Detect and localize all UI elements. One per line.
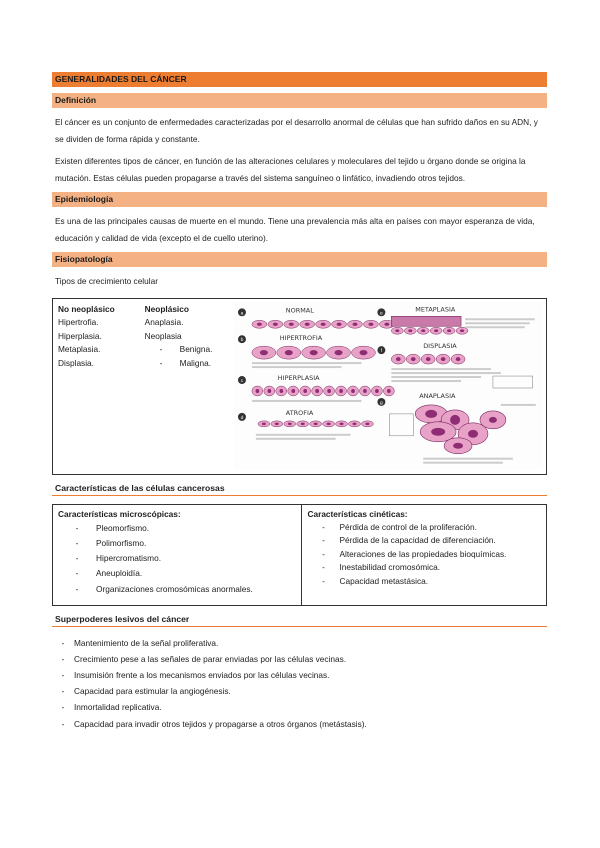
cell-row [252,320,394,328]
cell-nucleus [268,388,272,392]
caption-line [392,376,482,378]
list-item: Hiperplasia. [58,330,102,341]
list-item [58,536,301,551]
cell-nucleus [363,388,367,392]
cell-nucleus [385,322,390,325]
list-item: Displasia. [58,357,94,368]
caption-line [465,326,525,328]
cell-nucleus [275,422,279,424]
section-heading-epidemiologia: Epidemiología [52,192,547,207]
dash-mark: - [61,653,65,664]
document-title: GENERALIDADES DEL CÁNCER [52,72,547,87]
list-item-text: Capacidad para estimular la angiogénesis. [74,686,231,697]
cell-nucleus [456,357,461,361]
list-item [58,521,301,536]
caption-line [501,403,536,405]
list-item [58,551,301,566]
caracteristicas-heading: Características de las células cancerosas [52,481,547,496]
cell-nucleus [460,329,464,332]
dash-mark: - [322,521,325,532]
caption-line [392,380,462,382]
list-item-text: Insumisión frente a los mecanismos enviados por las células vecinas. [74,669,330,680]
cell-nucleus [280,388,284,392]
cell-nucleus [262,422,266,424]
caption-line [256,437,336,439]
cell-nucleus [396,357,401,361]
list-item-text: Mantenimiento de la señal proliferativa. [74,637,219,648]
caption-line [252,399,362,401]
caption-line [256,433,351,435]
caption-line [392,372,502,374]
cell-nucleus [260,350,268,355]
list-item: Metaplasia. [58,344,101,354]
cell-nucleus [340,422,344,424]
list-item [307,534,546,548]
row-hiperplasia [238,374,394,402]
cell-nucleus [321,322,326,325]
cell-nucleus [353,422,357,424]
cell-nucleus [387,388,391,392]
caption-line [252,362,362,364]
cell-nucleus [351,388,355,392]
figure-label-hipertrofia: HIPERTROFIA [280,333,323,342]
caption-box [390,413,414,435]
caption-line [465,318,535,320]
caracteristicas-microscopicas [53,505,301,605]
microscopicas-heading: Características microscópicas: [58,508,181,519]
list-item-text: Polimorfismo. [96,537,147,548]
dash-mark: - [61,718,65,729]
dash-mark: - [159,357,163,368]
list-item-text: Alteraciones de las propiedades bioquímicas. [339,548,507,559]
cell-nucleus [441,357,446,361]
cell-nucleus [434,329,438,332]
definicion-paragraph-2: Existen diferentes tipos de cáncer, en función de las alteraciones celulares y moleculares del tejido u órgano donde se origina la mutación. Estas células pueden propagarse a través del sistema sanguíneo o linfático, invadiendo otros tejidos. [55,156,526,183]
list-item [307,561,546,575]
list-item [307,575,546,589]
row-hipertrofia [238,334,375,368]
dash-mark: - [61,669,65,680]
dash-mark: - [159,344,163,354]
caption-line [423,457,513,459]
cell-row [392,354,466,364]
dash-mark: - [75,537,79,548]
figure-letter: d [240,415,244,421]
dash-mark: - [75,568,79,579]
cell-nucleus [257,322,262,325]
dash-mark: - [75,553,79,564]
list-item [52,716,547,732]
epidemiologia-paragraph: Es una de las principales causas de muerte en el mundo. Tiene una prevalencia más alta en países con mayor esperanza de vida, educación y calidad de vida (excepto el de cuello uterino). [55,216,535,243]
dash-mark: - [322,575,325,586]
cell-nucleus [422,329,426,332]
list-item-text: Pérdida de la capacidad de diferenciación. [339,535,496,545]
cell-nucleus [366,422,370,424]
list-item-text: Crecimiento pese a las señales de parar enviadas por las células vecinas. [74,653,347,664]
list-item [52,651,547,667]
cell-nucleus [328,388,332,392]
cell-nucleus [289,322,294,325]
neoplasico-heading: Neoplásico [144,303,189,314]
row-normal [238,306,394,328]
caracteristicas-cineticas [301,505,546,605]
cell-nucleus [327,422,331,424]
list-item: Hipertrofia. [58,317,99,327]
list-item-text: Pérdida de control de la proliferación. [339,521,477,532]
cell-row [252,346,375,359]
list-item-text: Organizaciones cromosómicas anormales. [96,583,253,594]
cell-nucleus [375,388,379,392]
cell-nucleus [396,329,400,332]
figure-letter: c [241,378,244,384]
caption-line [423,461,503,463]
list-item-text: Aneuploidía. [96,568,143,579]
cell-nucleus [304,388,308,392]
tipos-crecimiento-label: Tipos de crecimiento celular [55,276,158,286]
dash-mark: - [61,637,65,648]
cell-nucleus [426,357,431,361]
cell-nucleus [337,322,342,325]
dash-mark: - [322,535,325,545]
list-item [52,699,547,715]
list-item: Neoplasia [144,330,182,341]
no-neoplasico-column [53,299,140,474]
list-item-text: Inmortalidad replicativa. [74,702,162,713]
caption-line [252,366,342,368]
list-subitem [145,357,235,371]
cell-nucleus [409,329,413,332]
superpoderes-list [52,635,547,732]
figure-label-normal: NORMAL [286,305,315,314]
subitem-label: Benigna. [179,344,213,354]
figure-letter: g [380,400,384,406]
definicion-paragraph-1: El cáncer es un conjunto de enfermedades caracterizadas por el desarrollo anormal de células que han sufrido daños en su ADN, y se dividen de forma rápida y constante. [55,117,538,144]
figure-label-metaplasia: METAPLASIA [415,304,456,313]
cell-nucleus [256,388,260,392]
cell-row [258,420,374,426]
superpoderes-heading: Superpoderes lesivos del cáncer [52,612,547,627]
dash-mark: - [75,583,79,594]
subitem-label: Maligna. [179,357,212,368]
cell-nucleus [310,350,318,355]
dash-mark: - [322,562,325,572]
list-item-text: Capacidad metastásica. [339,575,429,586]
cell-nucleus [305,322,310,325]
cell-row [392,327,469,334]
microscopicas-list [58,521,301,597]
list-item [307,521,546,535]
list-subitem [145,343,235,357]
section-heading-definicion: Definición [52,93,547,108]
cell-nucleus [411,357,416,361]
dash-mark: - [322,548,325,559]
cell-nucleus [369,322,374,325]
figure-label-hiperplasia: HIPERPLASIA [278,373,320,382]
cineticas-heading: Características cinéticas: [307,508,408,519]
list-item-text: Capacidad para invadir otros tejidos y propagarse a otros órganos (metástasis). [74,718,367,729]
list-item [52,683,547,699]
figure-label-displasia: DISPLASIA [423,341,458,350]
row-metaplasia [378,305,535,334]
row-anaplasia [378,391,536,463]
figure-letter: a [240,310,244,316]
list-item: Anaplasia. [144,317,184,327]
document-page [52,72,547,732]
cell-nucleus [301,422,305,424]
caracteristicas-table [52,504,547,606]
figure-letter: f [380,348,383,354]
cell-nucleus [288,422,292,424]
dash-mark: - [75,522,79,533]
growth-types-box [52,298,547,475]
dash-mark: - [61,702,65,713]
metaplasia-layer [392,316,462,326]
caption-line [392,368,492,370]
cell-nucleus [273,322,278,325]
cell-nucleus [292,388,296,392]
figure-letter: e [380,310,384,316]
caption-line [465,322,530,324]
list-item [52,667,547,683]
cell-nucleus [360,350,368,355]
anaplasia-cluster [416,404,507,453]
cell-nucleus [340,388,344,392]
list-item-text: Inestabilidad cromosómica. [339,562,441,572]
list-item [58,566,301,581]
cell-nucleus [316,388,320,392]
caption-box [493,376,533,388]
figure-letter: b [240,337,244,343]
cell-growth-illustration [234,302,543,470]
figure-label-atrofia: ATROFIA [286,408,314,417]
list-item [52,635,547,651]
row-displasia [378,342,533,388]
no-neoplasico-heading: No neoplásico [58,303,115,314]
figure-label-anaplasia: ANAPLASIA [419,391,456,400]
row-atrofia [238,408,373,439]
cell-nucleus [314,422,318,424]
list-item [307,548,546,562]
list-item-text: Hipercromatismo. [96,553,162,564]
cineticas-list [307,521,546,589]
cell-nucleus [335,350,343,355]
cell-nucleus [447,329,451,332]
dash-mark: - [61,686,65,697]
cell-row [252,386,394,396]
neoplasico-column [140,299,235,474]
list-item [58,582,301,597]
cell-nucleus [353,322,358,325]
cell-nucleus [285,350,293,355]
section-heading-fisiopatologia: Fisiopatología [52,252,547,267]
list-item-text: Pleomorfismo. [96,522,150,533]
